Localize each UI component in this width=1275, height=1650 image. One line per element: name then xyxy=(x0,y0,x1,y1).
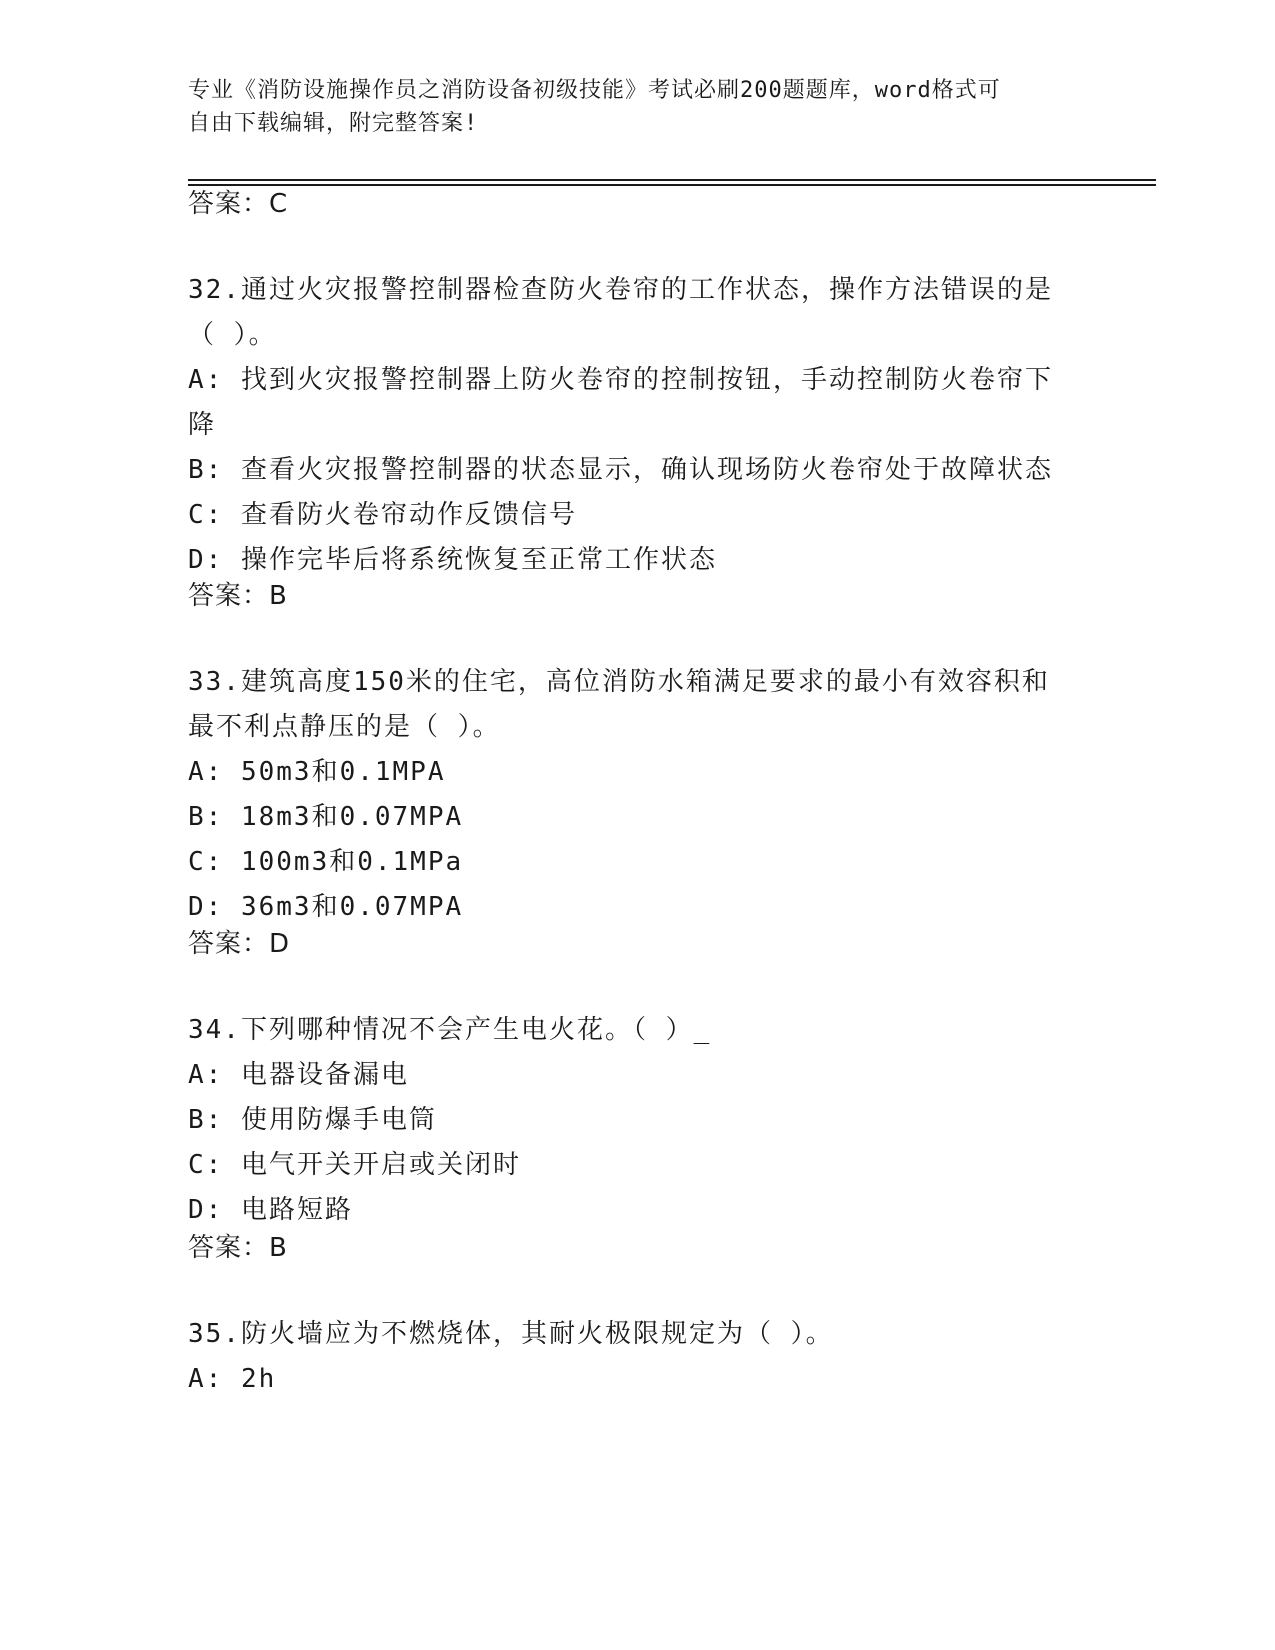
header-rule-bottom xyxy=(188,184,1156,186)
answer-q32: 答案：B xyxy=(188,581,288,611)
question-stem: 33.建筑高度150米的住宅，高位消防水箱满足要求的最小有效容积和 xyxy=(188,667,1050,697)
question-35 xyxy=(188,1312,1088,1402)
option-a: A: 电器设备漏电 xyxy=(188,1060,409,1090)
header-line-1: 专业《消防设施操作员之消防设备初级技能》考试必刷200题题库，word格式可 xyxy=(188,78,1001,103)
option-d: D: 电路短路 xyxy=(188,1195,353,1225)
question-34 xyxy=(188,1008,1088,1233)
option-b: B: 查看火灾报警控制器的状态显示，确认现场防火卷帘处于故障状态 xyxy=(188,455,1053,485)
answer-q31: 答案：C xyxy=(188,189,289,219)
option-a: A: 2h xyxy=(188,1364,277,1394)
question-stem: 34.下列哪种情况不会产生电火花。（ ）_ xyxy=(188,1015,712,1045)
question-33 xyxy=(188,660,1088,930)
header-line-2: 自由下载编辑，附完整答案! xyxy=(188,111,479,136)
option-b: B: 使用防爆手电筒 xyxy=(188,1105,437,1135)
option-c: C: 电气开关开启或关闭时 xyxy=(188,1150,521,1180)
answer-q33: 答案：D xyxy=(188,929,291,959)
question-stem: 32.通过火灾报警控制器检查防火卷帘的工作状态，操作方法错误的是 xyxy=(188,275,1053,305)
option-a-continued: 降 xyxy=(188,410,217,440)
option-d: D: 操作完毕后将系统恢复至正常工作状态 xyxy=(188,545,717,575)
option-c: C: 100m3和0.1MPa xyxy=(188,847,464,877)
question-stem: 35.防火墙应为不燃烧体，其耐火极限规定为（ ）。 xyxy=(188,1319,834,1349)
option-a: A: 50m3和0.1MPA xyxy=(188,757,446,787)
answer-q34: 答案：B xyxy=(188,1233,288,1263)
option-b: B: 18m3和0.07MPA xyxy=(188,802,464,832)
header-rule-top xyxy=(188,179,1156,181)
question-stem-continued: （ ）。 xyxy=(188,320,277,350)
question-32 xyxy=(188,268,1088,583)
option-c: C: 查看防火卷帘动作反馈信号 xyxy=(188,500,577,530)
question-stem-continued: 最不利点静压的是（ ）。 xyxy=(188,712,501,742)
document-header xyxy=(188,74,1068,140)
option-a: A: 找到火灾报警控制器上防火卷帘的控制按钮，手动控制防火卷帘下 xyxy=(188,365,1053,395)
option-d: D: 36m3和0.07MPA xyxy=(188,892,464,922)
